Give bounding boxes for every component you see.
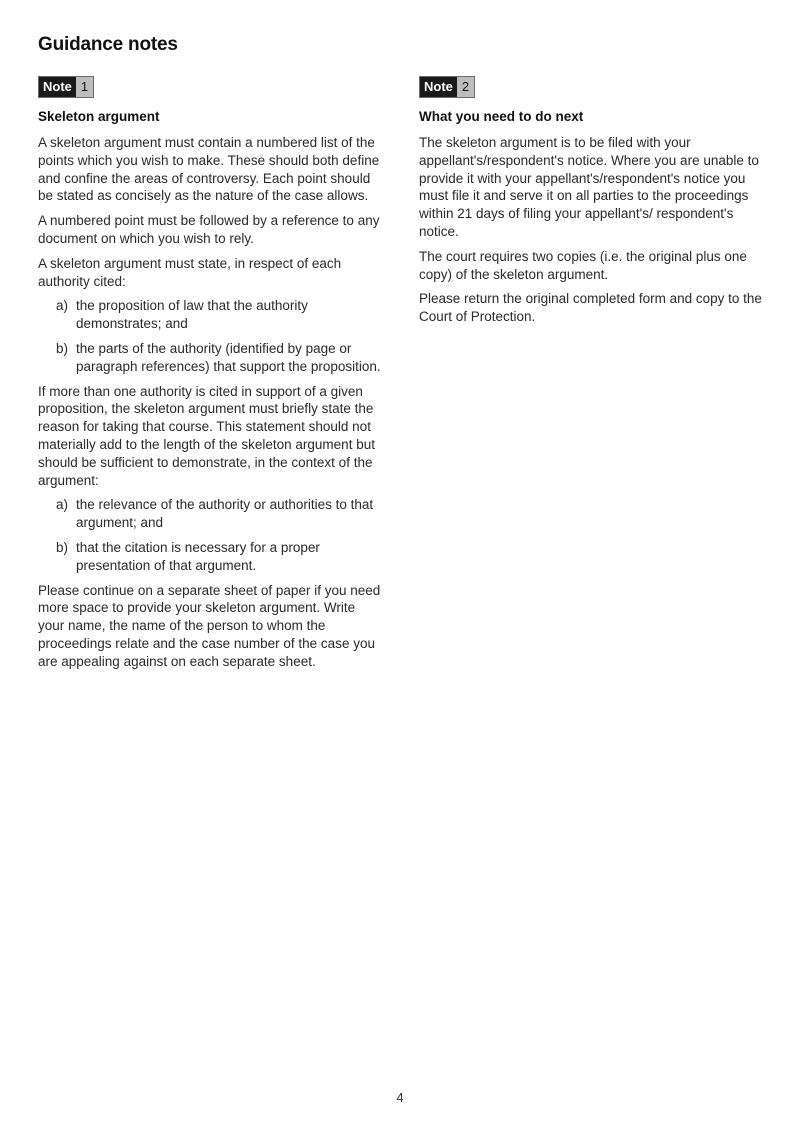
page-title: Guidance notes: [38, 34, 178, 55]
note-2-heading: What you need to do next: [419, 109, 584, 124]
multiple-authority-list: [38, 496, 384, 574]
note-1-badge-number: 1: [76, 77, 93, 97]
note-2-paragraph-2: The court requires two copies (i.e. the original plus one copy) of the skeleton argument.: [419, 248, 747, 282]
note-2-section: [419, 76, 769, 333]
note-1-paragraph-1: A skeleton argument must contain a numbered list of the points which you wish to make. These should both define and confine the areas of controversy. Each point should be stated as concisely as the nature of the case allows.: [38, 135, 380, 204]
authority-requirements-list: [38, 297, 384, 375]
note-1-paragraph-5: Please continue on a separate sheet of paper if you need more space to provide your skeleton argument. Write your name, the name of the person to whom the proceedings relate and the case number of the case you are appealing against on each separate sheet.: [38, 582, 381, 669]
note-1-badge: [38, 76, 94, 98]
list-item: [38, 297, 384, 333]
note-2-badge-number: 2: [457, 77, 474, 97]
list-item: [38, 340, 384, 376]
note-2-badge: [419, 76, 475, 98]
note-1-paragraph-3: A skeleton argument must state, in respect of each authority cited:: [38, 255, 342, 289]
list-item-text: that the citation is necessary for a proper presentation of that argument.: [76, 539, 320, 573]
note-1-paragraph-2: A numbered point must be followed by a reference to any document on which you wish to rely.: [38, 213, 380, 246]
list-item: [38, 539, 384, 575]
list-item-text: the parts of the authority (identified by page or paragraph references) that support the proposition.: [76, 340, 381, 374]
note-1-section: [38, 76, 384, 678]
note-2-paragraph-1: The skeleton argument is to be filed with your appellant's/respondent's notice. Where you are unable to provide it with your appellant's/respondent's notice you must file it and serve it on all parties to the proceedings within 21 days of filing your appellant's/ respondent's notice.: [419, 135, 759, 239]
list-item-marker: b): [56, 340, 69, 356]
note-1-heading: Skeleton argument: [38, 109, 160, 124]
note-1-badge-label: Note: [39, 77, 76, 97]
list-item-marker: a): [56, 497, 69, 513]
list-item-text: the proposition of law that the authority demonstrates; and: [76, 298, 308, 332]
note-2-badge-label: Note: [420, 77, 457, 97]
list-item-marker: b): [56, 539, 69, 555]
page-number: 4: [396, 1090, 404, 1105]
list-item-text: the relevance of the authority or authorities to that argument; and: [76, 497, 374, 531]
list-item: [38, 496, 384, 532]
list-item-marker: a): [56, 298, 69, 314]
note-1-paragraph-4: If more than one authority is cited in support of a given proposition, the skeleton argument must briefly state the reason for taking that course. This statement should not materially add to the length of the skeleton argument but should be sufficient to demonstrate, in the context of the argument:: [38, 383, 375, 488]
note-2-paragraph-3: Please return the original completed form and copy to the Court of Protection.: [419, 291, 762, 325]
